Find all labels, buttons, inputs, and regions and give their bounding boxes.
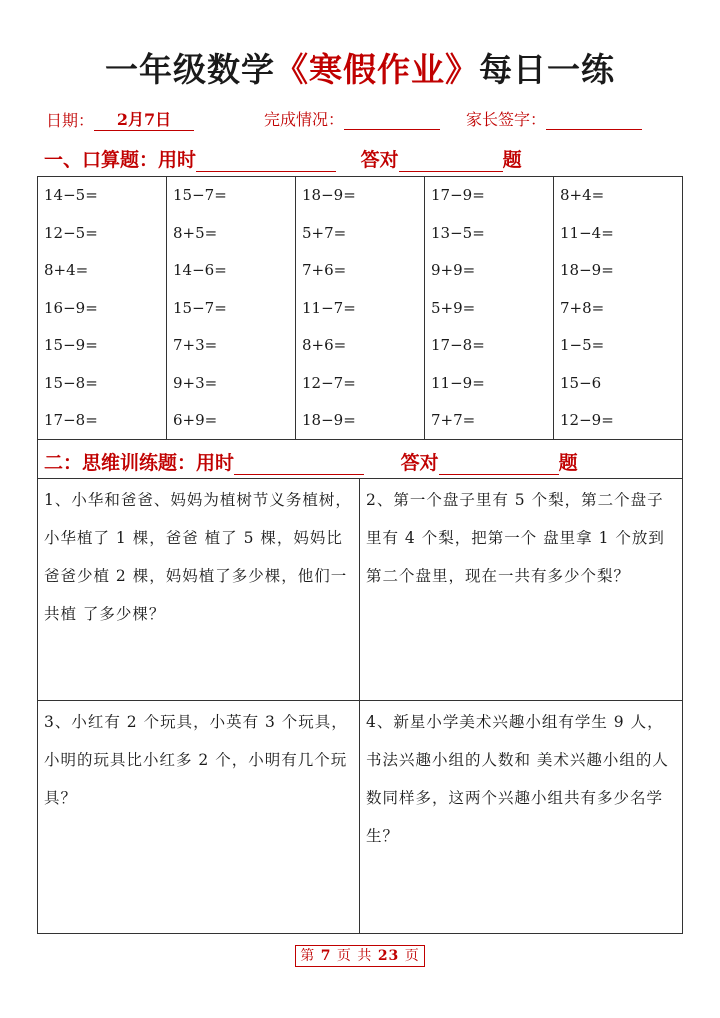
calc-item: 17−8= xyxy=(431,336,485,354)
calc-item: 7+7= xyxy=(431,411,476,429)
section2-heading xyxy=(44,448,578,475)
calc-item: 8+4= xyxy=(44,261,89,279)
calc-item: 15−7= xyxy=(173,298,227,317)
section1-title: 一、口算题：用时 xyxy=(44,149,197,171)
calc-item: 11−9= xyxy=(431,373,485,392)
calc-item: 17−9= xyxy=(431,186,485,204)
title-close-bracket: 》 xyxy=(445,50,479,89)
section1-time-blank[interactable] xyxy=(196,151,336,172)
section1-correct-blank[interactable] xyxy=(399,151,503,172)
calc-column xyxy=(554,177,682,439)
calc-item: 8+5= xyxy=(173,223,218,242)
calc-item: 18−9= xyxy=(302,186,356,204)
calc-item: 11−4= xyxy=(560,223,614,242)
problem-text: 2、第一个盘子里有 5 个梨，第二个盘子里有 4 个梨，把第一个 盘里拿 1 个放到第二个盘里，现在一共有多少个梨？ xyxy=(366,491,665,585)
calc-column xyxy=(296,177,425,439)
page-footer xyxy=(0,945,720,967)
calc-item: 9+9= xyxy=(431,261,476,279)
calc-item: 15−7= xyxy=(173,186,227,204)
section2-title: 二：思维训练题：用时 xyxy=(44,452,235,474)
calc-item: 7+6= xyxy=(302,261,347,279)
page-prefix: 第 xyxy=(300,948,316,964)
section2-time-blank[interactable] xyxy=(234,454,364,475)
calc-item: 5+7= xyxy=(302,223,347,242)
calc-column xyxy=(425,177,554,439)
calc-item: 11−7= xyxy=(302,298,356,317)
title-highlight: 寒假作业 xyxy=(309,50,445,89)
title-prefix: 一年级数学 xyxy=(105,50,275,89)
calc-item: 7+8= xyxy=(560,298,605,317)
section2-correct-blank[interactable] xyxy=(439,454,559,475)
section1-unit: 题 xyxy=(502,149,522,171)
calc-item: 13−5= xyxy=(431,223,485,242)
signature-label: 家长签字： xyxy=(466,110,547,129)
problem-cell xyxy=(360,479,682,701)
section2-correct-label: 答对 xyxy=(400,452,439,474)
calc-item: 15−8= xyxy=(44,373,98,392)
signature-blank[interactable] xyxy=(546,109,642,130)
problem-cell xyxy=(38,479,360,701)
calc-item: 5+9= xyxy=(431,298,476,317)
completion-label: 完成情况： xyxy=(264,110,345,129)
page-number: 7 xyxy=(320,948,332,964)
completion-field xyxy=(264,107,440,130)
title-open-bracket: 《 xyxy=(275,50,309,89)
calc-item: 16−9= xyxy=(44,298,98,317)
page-title xyxy=(0,42,720,98)
problem-text: 1、小华和爸爸、妈妈为植树节义务植树，小华植了 1 棵，爸爸 植了 5 棵，妈妈比爸爸少植 2 棵，妈妈植了多少棵，他们一共植 了多少棵？ xyxy=(44,491,352,623)
calc-item: 8+4= xyxy=(560,186,605,204)
section1-correct-label: 答对 xyxy=(360,149,399,171)
date-label: 日期： xyxy=(46,111,95,130)
page-total: 23 xyxy=(377,948,400,964)
problem-cell xyxy=(360,701,682,933)
page-suffix: 页 xyxy=(404,948,420,964)
calc-item: 14−5= xyxy=(44,186,98,204)
calc-item: 14−6= xyxy=(173,261,227,279)
calc-item: 18−9= xyxy=(560,261,614,279)
date-field xyxy=(46,107,194,131)
title-suffix: 每日一练 xyxy=(479,50,615,89)
page-indicator xyxy=(295,945,425,967)
calc-item: 9+3= xyxy=(173,373,218,392)
calc-table xyxy=(37,176,683,440)
calc-item: 6+9= xyxy=(173,411,218,429)
page-mid: 页 共 xyxy=(336,948,373,964)
calc-item: 15−6 xyxy=(560,373,602,392)
problem-text: 4、新星小学美术兴趣小组有学生 9 人，书法兴趣小组的人数和 美术兴趣小组的人数同样多，这两个兴趣小组共有多少名学生？ xyxy=(366,713,669,845)
completion-blank[interactable] xyxy=(344,109,440,130)
calc-item: 12−5= xyxy=(44,223,98,242)
calc-column xyxy=(167,177,296,439)
info-row xyxy=(46,107,686,133)
section2-unit: 题 xyxy=(558,452,578,474)
calc-column xyxy=(38,177,167,439)
calc-item: 1−5= xyxy=(560,336,605,354)
calc-item: 12−9= xyxy=(560,411,614,429)
problem-cell xyxy=(38,701,360,933)
calc-item: 15−9= xyxy=(44,336,98,354)
date-value[interactable]: 2月7日 xyxy=(94,107,194,131)
calc-item: 7+3= xyxy=(173,336,218,354)
signature-field xyxy=(466,107,642,130)
calc-item: 8+6= xyxy=(302,336,347,354)
problem-text: 3、小红有 2 个玩具，小英有 3 个玩具，小明的玩具比小红多 2 个，小明有几个玩具？ xyxy=(44,713,348,807)
calc-item: 18−9= xyxy=(302,411,356,429)
section1-heading xyxy=(44,145,522,172)
calc-item: 12−7= xyxy=(302,373,356,392)
calc-item: 17−8= xyxy=(44,411,98,429)
problem-grid xyxy=(37,478,683,934)
